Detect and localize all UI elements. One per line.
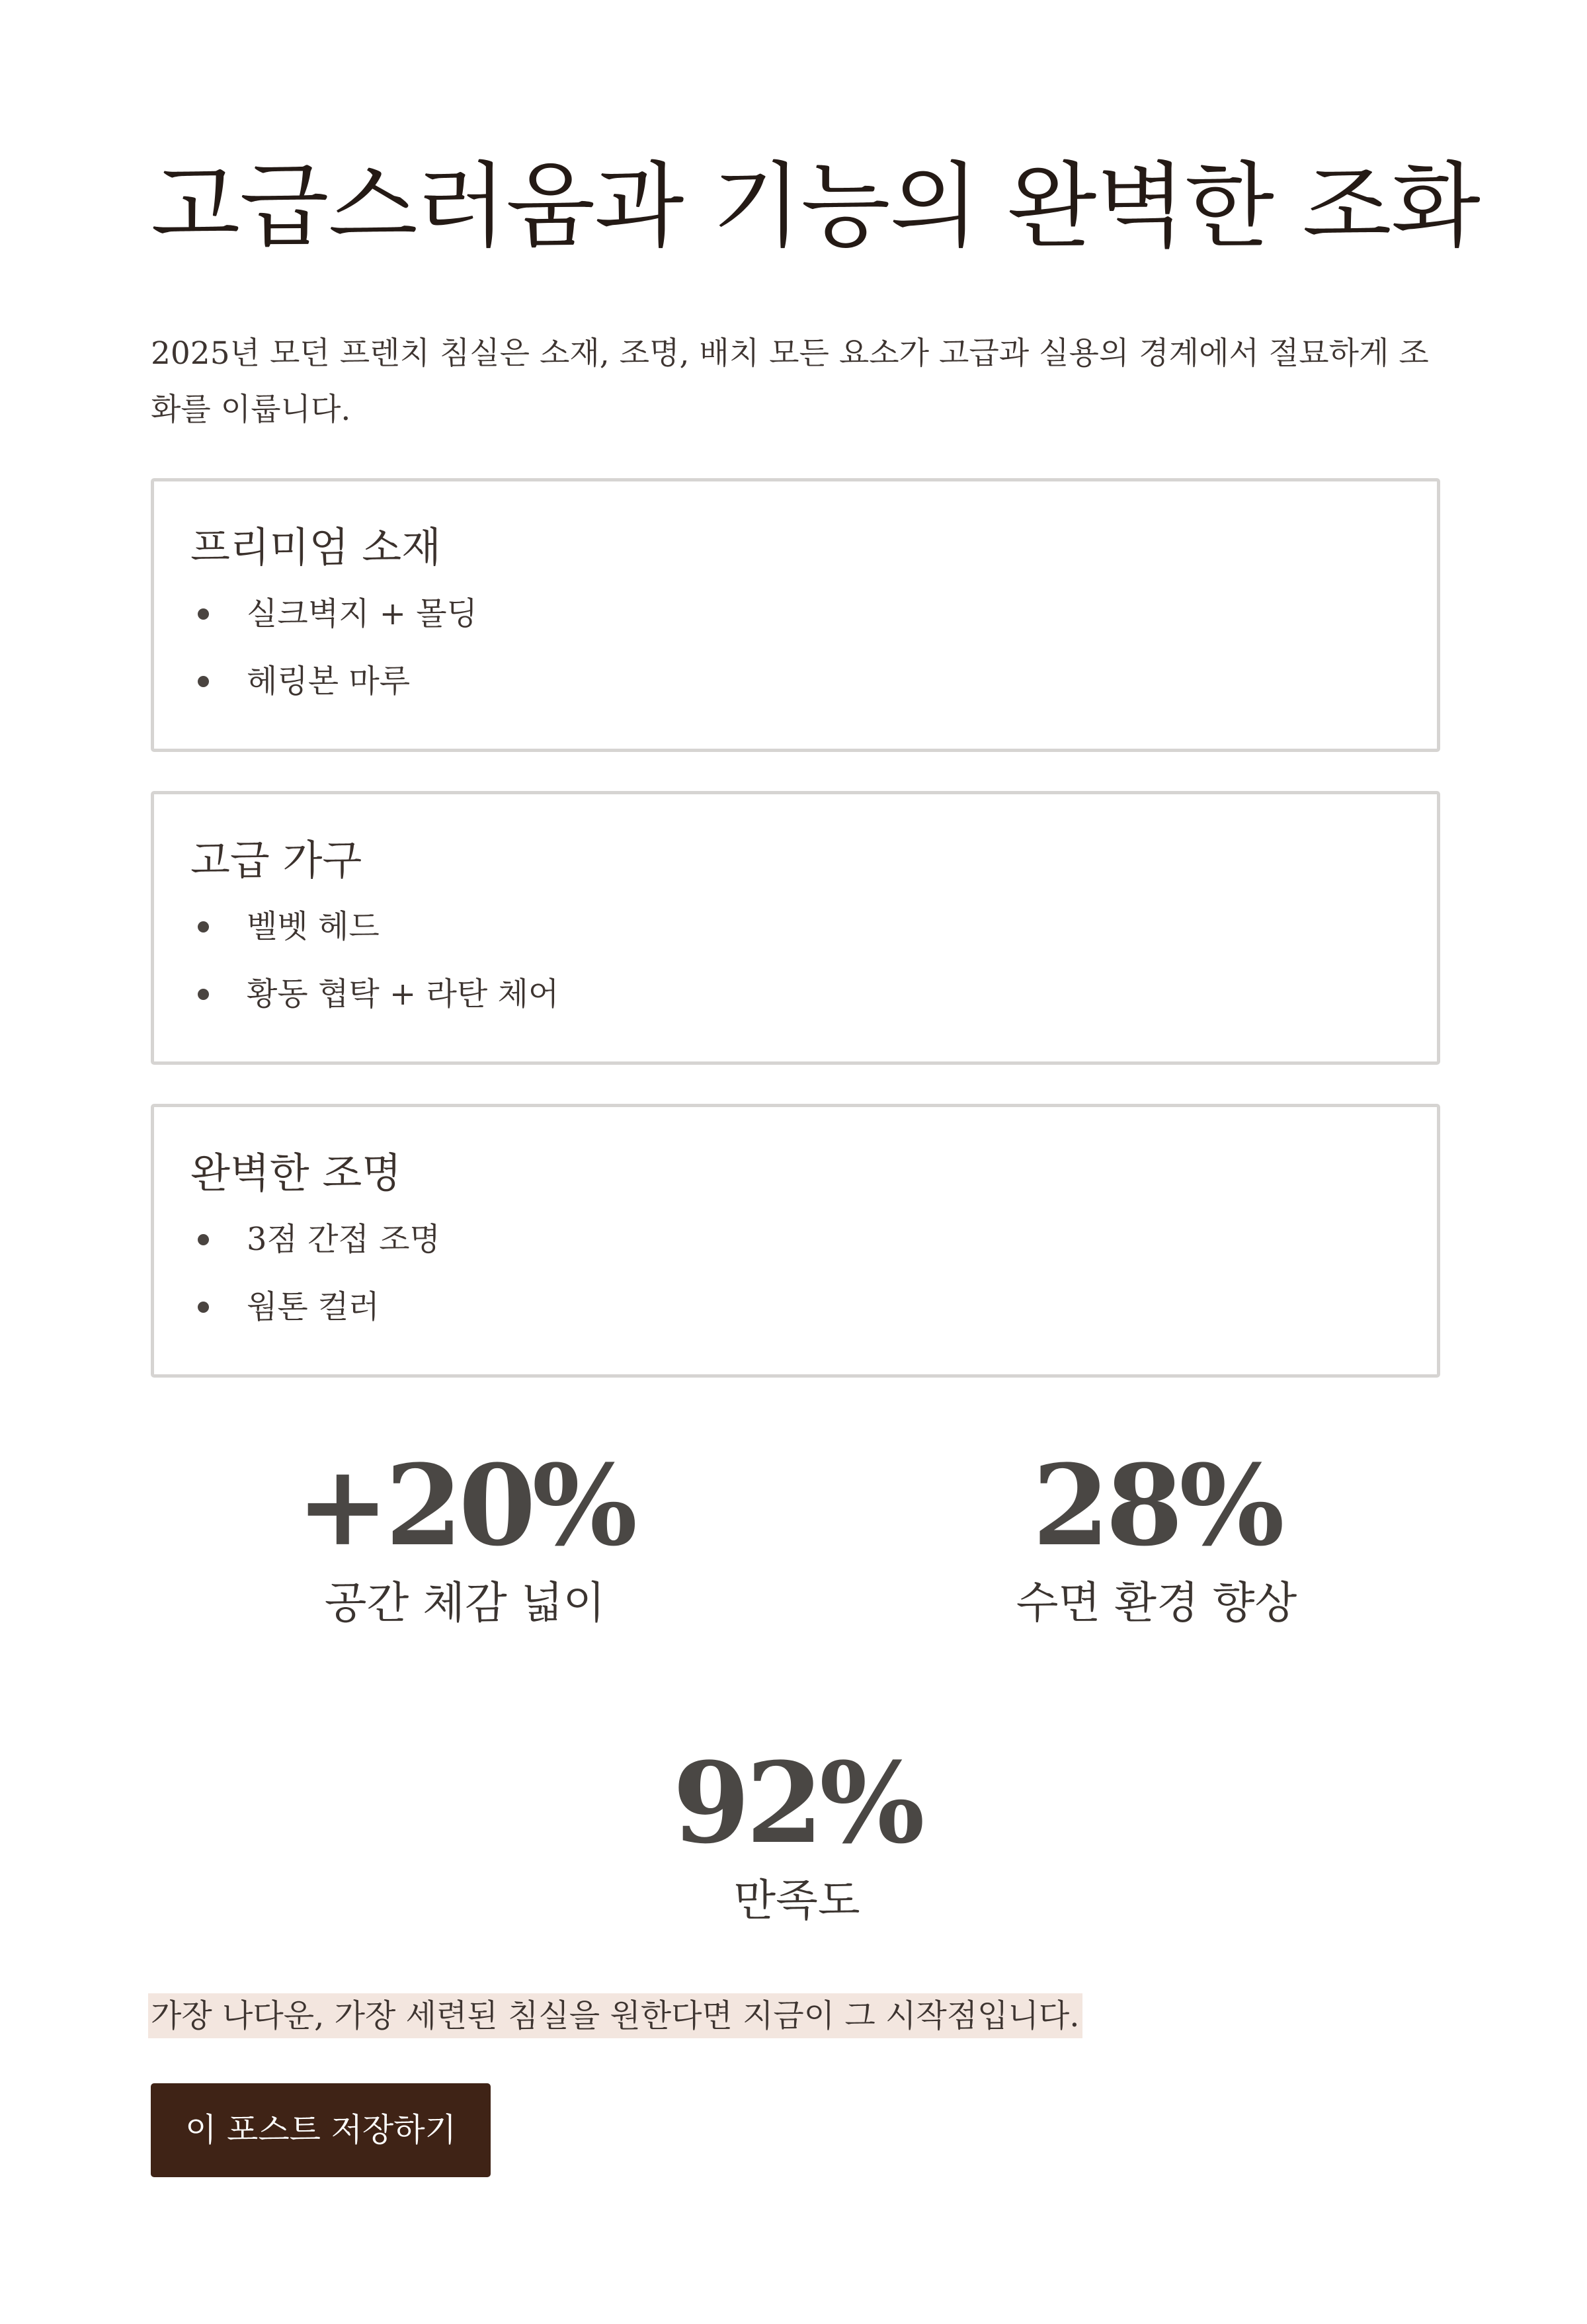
card-list: [190, 905, 559, 1040]
stat-value: +20%: [296, 1440, 634, 1571]
intro-paragraph: 2025년 모던 프렌치 침실은 소재, 조명, 배치 모든 요소가 고급과 실용의 경계에서 절묘하게 조화를 이룹니다.: [151, 335, 1429, 428]
stat-value: 28%: [1032, 1440, 1281, 1571]
stat-space-perception: [151, 1440, 779, 1631]
feature-card-luxury-furniture: [151, 791, 1440, 1065]
stat-satisfaction: [499, 1737, 1094, 1929]
stat-value: 92%: [672, 1737, 921, 1868]
feature-card-perfect-lighting: [151, 1104, 1440, 1378]
list-item: [190, 1218, 440, 1286]
highlighted-closing-text: 가장 나다운, 가장 세련된 침실을 원한다면 지금이 그 시작점입니다.: [148, 1993, 1082, 2038]
card-title: 프리미엄 소재: [190, 523, 442, 571]
bullet-icon: [198, 921, 209, 933]
feature-card-premium-materials: [151, 478, 1440, 752]
page-title: 고급스러움과 기능의 완벽한 조화: [151, 153, 1480, 261]
list-item-text: 실크벽지 + 몰딩: [247, 595, 477, 632]
list-item: [190, 660, 477, 727]
list-item: [190, 1286, 440, 1353]
stat-sleep-improvement: [842, 1440, 1471, 1631]
list-item-text: 3점 간접 조명: [247, 1221, 440, 1258]
card-list: [190, 593, 477, 727]
stat-label: 수면 환경 향상: [1016, 1577, 1297, 1628]
list-item: [190, 973, 559, 1040]
stat-label: 공간 체감 넓이: [324, 1577, 606, 1628]
save-post-button[interactable]: 이 포스트 저장하기: [151, 2083, 491, 2177]
bullet-icon: [198, 676, 209, 687]
bullet-icon: [198, 989, 209, 1000]
card-title: 완벽한 조명: [190, 1149, 402, 1197]
bullet-icon: [198, 1302, 209, 1313]
list-item-text: 벨벳 헤드: [247, 908, 380, 945]
list-item-text: 헤링본 마루: [247, 663, 411, 700]
list-item-text: 황동 협탁 + 라탄 체어: [247, 975, 559, 1013]
list-item: [190, 905, 559, 973]
list-item-text: 웜톤 컬러: [247, 1288, 380, 1325]
stat-label: 만족도: [733, 1875, 860, 1926]
card-list: [190, 1218, 440, 1353]
list-item: [190, 593, 477, 660]
bullet-icon: [198, 608, 209, 620]
card-title: 고급 가구: [190, 836, 362, 884]
bullet-icon: [198, 1234, 209, 1245]
